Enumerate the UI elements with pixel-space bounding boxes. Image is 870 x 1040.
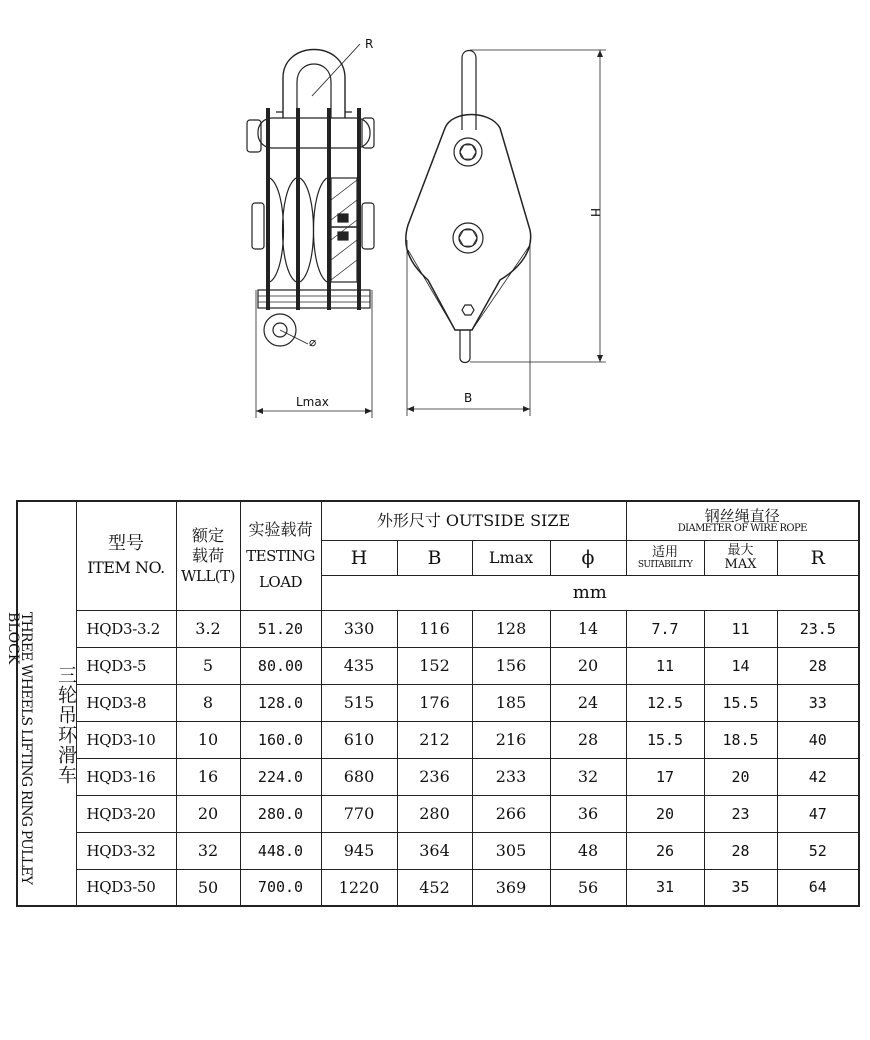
table-row	[17, 832, 859, 869]
shank	[462, 51, 476, 131]
cell-wll: 8	[176, 684, 240, 721]
cell-test: 224.0	[240, 758, 321, 795]
side-label-zh: 三轮吊环滑车	[55, 665, 77, 785]
cell-wll: 50	[176, 869, 240, 906]
cell-max: 14	[704, 647, 777, 684]
rope-en: DIAMETER OF WIRE ROPE	[677, 522, 807, 534]
cell-suit: 31	[626, 869, 704, 906]
cell-b: 452	[397, 869, 472, 906]
cell-max: 23	[704, 795, 777, 832]
cell-test: 160.0	[240, 721, 321, 758]
side-view	[406, 50, 606, 416]
col-h: H	[321, 540, 397, 575]
cell-model: HQD3-10	[76, 721, 176, 758]
cell-test: 700.0	[240, 869, 321, 906]
suit-zh: 适用	[652, 544, 679, 560]
side-plate-body	[406, 115, 531, 331]
header-outside-size: 外形尺寸 OUTSIDE SIZE	[321, 501, 626, 540]
cell-suit: 15.5	[626, 721, 704, 758]
cell-lmax: 216	[472, 721, 550, 758]
cell-r: 28	[777, 647, 859, 684]
r-leader-line	[312, 44, 360, 96]
cell-lmax: 185	[472, 684, 550, 721]
label-h: H	[588, 208, 602, 218]
center-nut	[453, 223, 483, 253]
cell-r: 33	[777, 684, 859, 721]
cell-b: 212	[397, 721, 472, 758]
table-row	[17, 795, 859, 832]
col-suitability	[626, 540, 704, 575]
cell-phi: 36	[550, 795, 626, 832]
cell-lmax: 305	[472, 832, 550, 869]
cell-max: 28	[704, 832, 777, 869]
cell-wll: 5	[176, 647, 240, 684]
top-nut	[454, 138, 482, 166]
test-zh: 实验载荷	[248, 519, 313, 539]
cell-lmax: 156	[472, 647, 550, 684]
cell-suit: 12.5	[626, 684, 704, 721]
cell-wll: 32	[176, 832, 240, 869]
cell-model: HQD3-16	[76, 758, 176, 795]
table-row	[17, 684, 859, 721]
cell-max: 15.5	[704, 684, 777, 721]
lifting-ring-inner	[297, 64, 331, 118]
cell-max: 18.5	[704, 721, 777, 758]
cell-wll: 10	[176, 721, 240, 758]
cell-b: 280	[397, 795, 472, 832]
cell-wll: 20	[176, 795, 240, 832]
table-row	[17, 758, 859, 795]
cell-suit: 7.7	[626, 610, 704, 647]
cell-h: 945	[321, 832, 397, 869]
cell-r: 40	[777, 721, 859, 758]
spec-table	[5, 500, 860, 907]
cell-suit: 11	[626, 647, 704, 684]
unit-mm: mm	[321, 575, 859, 610]
cell-r: 23.5	[777, 610, 859, 647]
top-hub	[258, 118, 370, 148]
cell-h: 435	[321, 647, 397, 684]
label-r: R	[365, 37, 374, 51]
model-en: ITEM NO.	[87, 557, 165, 577]
table-row	[17, 869, 859, 906]
cell-wll: 16	[176, 758, 240, 795]
cell-suit: 20	[626, 795, 704, 832]
sheave-1	[270, 178, 284, 282]
cell-b: 364	[397, 832, 472, 869]
cell-r: 47	[777, 795, 859, 832]
cell-model: HQD3-3.2	[76, 610, 176, 647]
cell-max: 11	[704, 610, 777, 647]
cell-b: 176	[397, 684, 472, 721]
max-zh: 最大	[727, 543, 754, 558]
test-en-2: LOAD	[258, 572, 303, 591]
cell-r: 42	[777, 758, 859, 795]
cell-lmax: 266	[472, 795, 550, 832]
col-b: B	[397, 540, 472, 575]
axle-bolt-right	[362, 203, 374, 249]
cell-test: 128.0	[240, 684, 321, 721]
cell-phi: 24	[550, 684, 626, 721]
label-phi: ⌀	[309, 335, 317, 349]
cell-model: HQD3-50	[76, 869, 176, 906]
cell-suit: 17	[626, 758, 704, 795]
table-row	[17, 610, 859, 647]
side-label-cell	[5, 610, 77, 906]
lifting-ring-outer	[283, 50, 345, 119]
cell-test: 448.0	[240, 832, 321, 869]
header-corner	[17, 501, 76, 610]
header-testing-load	[240, 501, 321, 610]
cell-model: HQD3-20	[76, 795, 176, 832]
cell-test: 51.20	[240, 610, 321, 647]
cell-max: 35	[704, 869, 777, 906]
cell-b: 236	[397, 758, 472, 795]
cell-h: 680	[321, 758, 397, 795]
label-lmax: Lmax	[296, 395, 329, 409]
header-rope-diameter	[626, 501, 859, 540]
cell-phi: 32	[550, 758, 626, 795]
cell-h: 770	[321, 795, 397, 832]
cell-phi: 48	[550, 832, 626, 869]
cell-lmax: 128	[472, 610, 550, 647]
cell-wll: 3.2	[176, 610, 240, 647]
cell-phi: 14	[550, 610, 626, 647]
table-row	[17, 647, 859, 684]
cell-phi: 56	[550, 869, 626, 906]
col-r: R	[777, 540, 859, 575]
side-label-en: THREE WHEELS LIFTING RING PULLEY	[18, 612, 34, 885]
cell-h: 515	[321, 684, 397, 721]
cell-max: 20	[704, 758, 777, 795]
wll-zh-2: 载荷	[191, 545, 224, 565]
rope-zh: 钢丝绳直径	[704, 506, 780, 525]
cell-h: 330	[321, 610, 397, 647]
cell-model: HQD3-8	[76, 684, 176, 721]
sheave-2	[300, 178, 314, 282]
cell-phi: 20	[550, 647, 626, 684]
cell-suit: 26	[626, 832, 704, 869]
cell-test: 80.00	[240, 647, 321, 684]
model-zh: 型号	[108, 532, 144, 554]
table-row	[17, 721, 859, 758]
axle-bolt-left	[252, 203, 264, 249]
cell-test: 280.0	[240, 795, 321, 832]
max-en: MAX	[724, 557, 757, 572]
cell-r: 64	[777, 869, 859, 906]
cell-phi: 28	[550, 721, 626, 758]
header-row-1	[17, 501, 859, 540]
wll-en: WLL(T)	[180, 566, 236, 585]
test-en-1: TESTING	[246, 546, 315, 565]
cell-b: 152	[397, 647, 472, 684]
col-lmax: Lmax	[472, 540, 550, 575]
col-max	[704, 540, 777, 575]
cell-model: HQD3-5	[76, 647, 176, 684]
bottom-bolt	[462, 305, 474, 315]
cell-lmax: 233	[472, 758, 550, 795]
cell-r: 52	[777, 832, 859, 869]
table-body	[5, 610, 859, 906]
pulley-block-drawing	[0, 0, 870, 440]
wll-zh-1: 额定	[191, 525, 224, 545]
cell-model: HQD3-32	[76, 832, 176, 869]
col-phi: ϕ	[550, 540, 626, 575]
suit-en: SUITABILITY	[637, 559, 693, 570]
cell-lmax: 369	[472, 869, 550, 906]
header-wll	[176, 501, 240, 610]
cell-h: 1220	[321, 869, 397, 906]
bottom-frame	[258, 290, 370, 308]
cell-h: 610	[321, 721, 397, 758]
header-model	[76, 501, 176, 610]
side-label-en-2: BLOCK	[5, 612, 21, 665]
label-b: B	[464, 391, 473, 405]
front-view	[247, 44, 374, 418]
cell-b: 116	[397, 610, 472, 647]
